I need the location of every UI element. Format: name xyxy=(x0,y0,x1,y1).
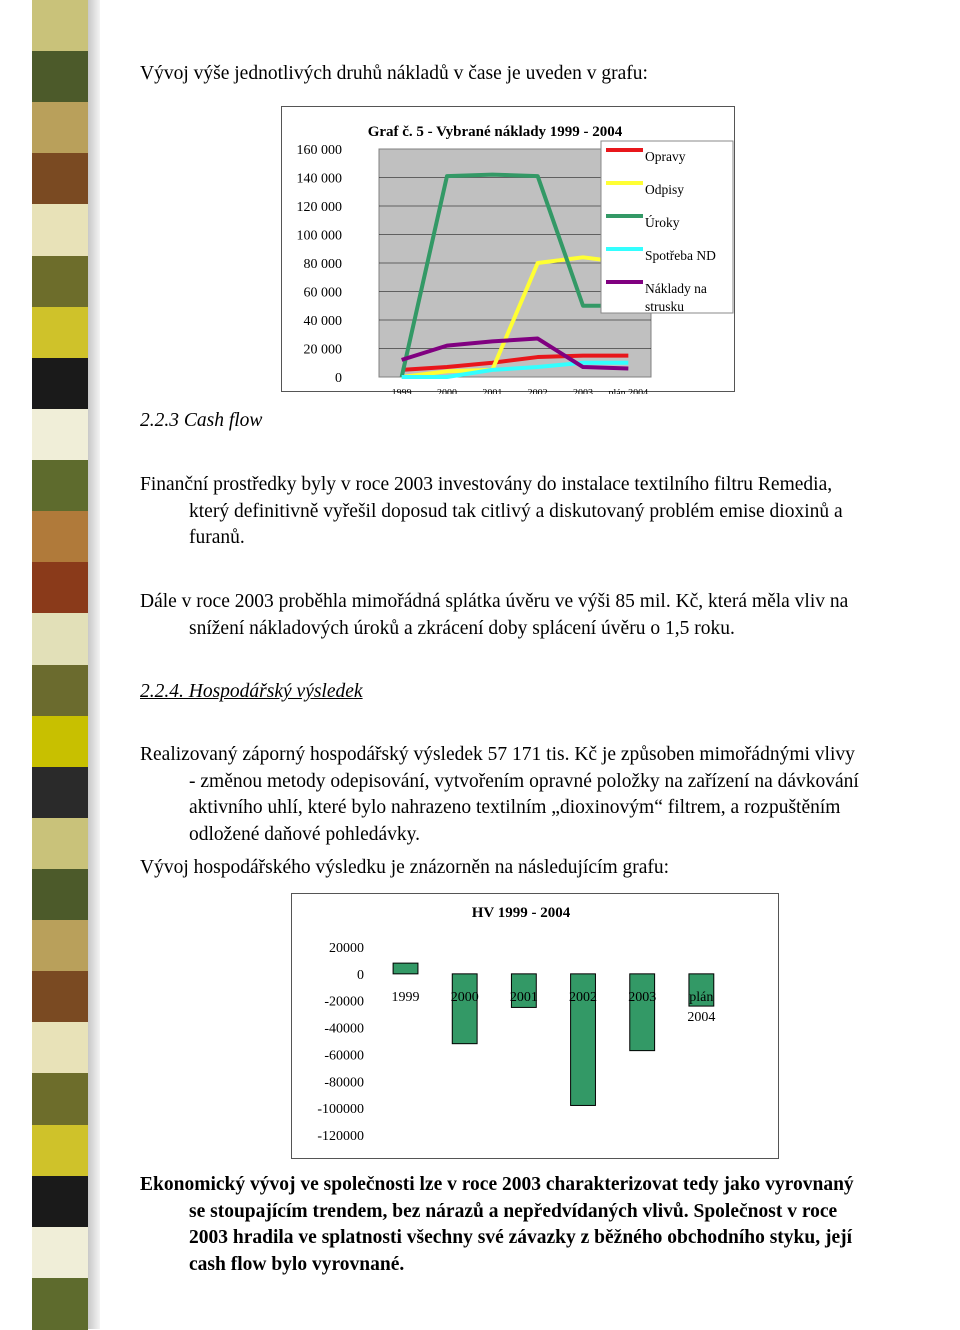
sidebar-block xyxy=(32,1227,88,1279)
chart1-legend-label: Náklady na xyxy=(645,281,707,296)
chart1-x-tick-label: 2002 xyxy=(527,388,548,394)
sidebar-block xyxy=(32,1176,88,1228)
sidebar-block xyxy=(32,1125,88,1177)
chart2-y-tick-label: -20000 xyxy=(324,994,364,1010)
chart1-legend xyxy=(601,141,733,314)
chart1-x-tick-label: 1999 xyxy=(391,388,412,394)
sidebar-block xyxy=(32,971,88,1023)
chart1-legend-label: Opravy xyxy=(645,149,686,164)
chart1-y-tick-label: 0 xyxy=(335,371,342,386)
chart2-y-tick-label: -60000 xyxy=(324,1048,364,1064)
sidebar-block xyxy=(32,818,88,870)
paragraph-line: Realizovaný záporný hospodářský výsledek 57 171 tis. Kč je způsoben mimořádnými vlivy xyxy=(140,744,855,765)
paragraph-line: Finanční prostředky byly v roce 2003 investovány do instalace textilního filtru Remedia, xyxy=(140,474,833,495)
paragraph-line: se stoupajícím trendem, bez nárazů a nepředvídaných vlivů. Společnost v roce xyxy=(189,1200,838,1222)
chart1-legend-label: Spotřeba ND xyxy=(645,248,716,263)
sidebar-block xyxy=(32,256,88,308)
sidebar-block xyxy=(32,153,88,205)
chart2-y-tick-label: 20000 xyxy=(329,941,364,956)
chart2-x-tick-label: plán xyxy=(689,989,714,1005)
chart1-x-tick-label: 2000 xyxy=(437,388,457,394)
chart2-y-tick-label: 0 xyxy=(357,967,364,983)
chart2-y-tick-label: -120000 xyxy=(317,1129,364,1144)
chart2-x-tick-label: 2004 xyxy=(687,1009,716,1025)
paragraph-line: cash flow bylo vyrovnané. xyxy=(189,1253,405,1275)
chart1-y-tick-label: 100 000 xyxy=(296,228,342,244)
paragraph-line: Ekonomický vývoj ve společnosti lze v roce 2003 charakterizovat tedy jako vyrovnaný xyxy=(140,1174,854,1195)
chart2-y-tick-label: -80000 xyxy=(324,1075,364,1091)
sidebar-block xyxy=(32,0,88,52)
paragraph-line: snížení nákladových úroků a zkrácení doby splácení úvěru o 1,5 roku. xyxy=(189,617,735,639)
costs-line-chart xyxy=(281,106,735,392)
chart1-x-tick-label: 2003 xyxy=(573,388,593,394)
sidebar-block xyxy=(32,409,88,461)
hv-bar-chart-svg xyxy=(291,893,781,1161)
chart1-y-tick-label: 60 000 xyxy=(303,285,342,301)
paragraph-line: který definitivně vyřešil doposud tak citlivý a diskutovaný problém emise dioxinů a xyxy=(189,500,843,522)
chart1-legend-label: Úroky xyxy=(645,215,680,230)
paragraph-loan xyxy=(140,589,960,642)
paragraph-line: 2003 hradila ve splatnosti všechny své závazky z běžného obchodního styku, její xyxy=(189,1227,853,1248)
section-cash-flow-heading: 2.2.3 Cash flow xyxy=(140,410,263,431)
sidebar-block xyxy=(32,920,88,972)
paragraph-line: Dále v roce 2003 proběhla mimořádná splátka úvěru ve výši 85 mil. Kč, která měla vliv na xyxy=(140,591,849,612)
decorative-sidebar-strip xyxy=(32,0,88,1329)
chart2-bar xyxy=(452,974,477,1044)
chart1-x-tick-label: plán 2004 xyxy=(608,388,649,394)
sidebar-block xyxy=(32,51,88,103)
paragraph-line: odložené daňové pohledávky. xyxy=(189,823,421,845)
paragraph-conclusion xyxy=(140,1172,960,1278)
chart2-bar xyxy=(630,974,655,1051)
sidebar-block xyxy=(32,869,88,921)
paragraph-line: furanů. xyxy=(189,527,245,548)
chart2-x-tick-label: 2002 xyxy=(569,989,598,1005)
paragraph-result xyxy=(140,742,960,848)
sidebar-block xyxy=(32,102,88,154)
chart2-y-tick-label: -100000 xyxy=(317,1102,364,1118)
chart2-y-tick-label: -40000 xyxy=(324,1021,364,1037)
chart2-x-tick-label: 2000 xyxy=(450,989,479,1005)
chart2-bar xyxy=(393,963,418,974)
sidebar-block xyxy=(32,511,88,563)
chart2-title: HV 1999 - 2004 xyxy=(471,905,571,921)
hv-bar-chart xyxy=(291,893,779,1159)
sidebar-block xyxy=(32,613,88,665)
chart1-y-tick-label: 120 000 xyxy=(296,200,342,215)
sidebar-block xyxy=(32,562,88,614)
intro-text: Vývoj výše jednotlivých druhů nákladů v čase je uveden v grafu: xyxy=(140,63,648,84)
sidebar-block xyxy=(32,1022,88,1074)
paragraph-investment xyxy=(140,472,960,552)
sidebar-block xyxy=(32,204,88,256)
paragraph-line: aktivního uhlí, které bylo nahrazeno textilním „dioxinovým“ filtrem, a rozpuštěním xyxy=(189,797,841,818)
chart2-x-tick-label: 2001 xyxy=(509,989,538,1005)
chart2-x-tick-label: 1999 xyxy=(391,989,420,1005)
chart1-y-tick-label: 40 000 xyxy=(303,314,342,329)
chart1-y-tick-label: 160 000 xyxy=(296,143,342,158)
chart1-y-tick-label: 140 000 xyxy=(296,171,342,187)
sidebar-block xyxy=(32,665,88,717)
chart1-title: Graf č. 5 - Vybrané náklady 1999 - 2004 xyxy=(367,124,623,140)
sidebar-shadow xyxy=(88,0,100,1329)
paragraph-line: - změnou metody odepisování, vytvořením opravné položky na zařízení na dávkování xyxy=(189,770,859,792)
result-chart-intro: Vývoj hospodářského výsledku je znázorněn na následujícím grafu: xyxy=(140,857,670,878)
sidebar-block xyxy=(32,307,88,359)
chart2-x-tick-label: 2003 xyxy=(628,989,657,1005)
sidebar-block xyxy=(32,460,88,512)
chart1-legend-label: strusku xyxy=(645,299,685,314)
sidebar-block xyxy=(32,1073,88,1125)
section-hv-heading: 2.2.4. Hospodářský výsledek xyxy=(140,681,363,702)
sidebar-block xyxy=(32,767,88,819)
chart1-y-tick-label: 80 000 xyxy=(303,257,342,272)
chart1-y-tick-label: 20 000 xyxy=(303,342,342,358)
chart2-frame xyxy=(292,894,779,1159)
chart1-legend-label: Odpisy xyxy=(645,182,685,197)
sidebar-block xyxy=(32,1278,88,1330)
sidebar-block xyxy=(32,358,88,410)
costs-line-chart-svg xyxy=(281,106,737,394)
sidebar-block xyxy=(32,716,88,768)
chart1-x-tick-label: 2001 xyxy=(482,388,503,394)
